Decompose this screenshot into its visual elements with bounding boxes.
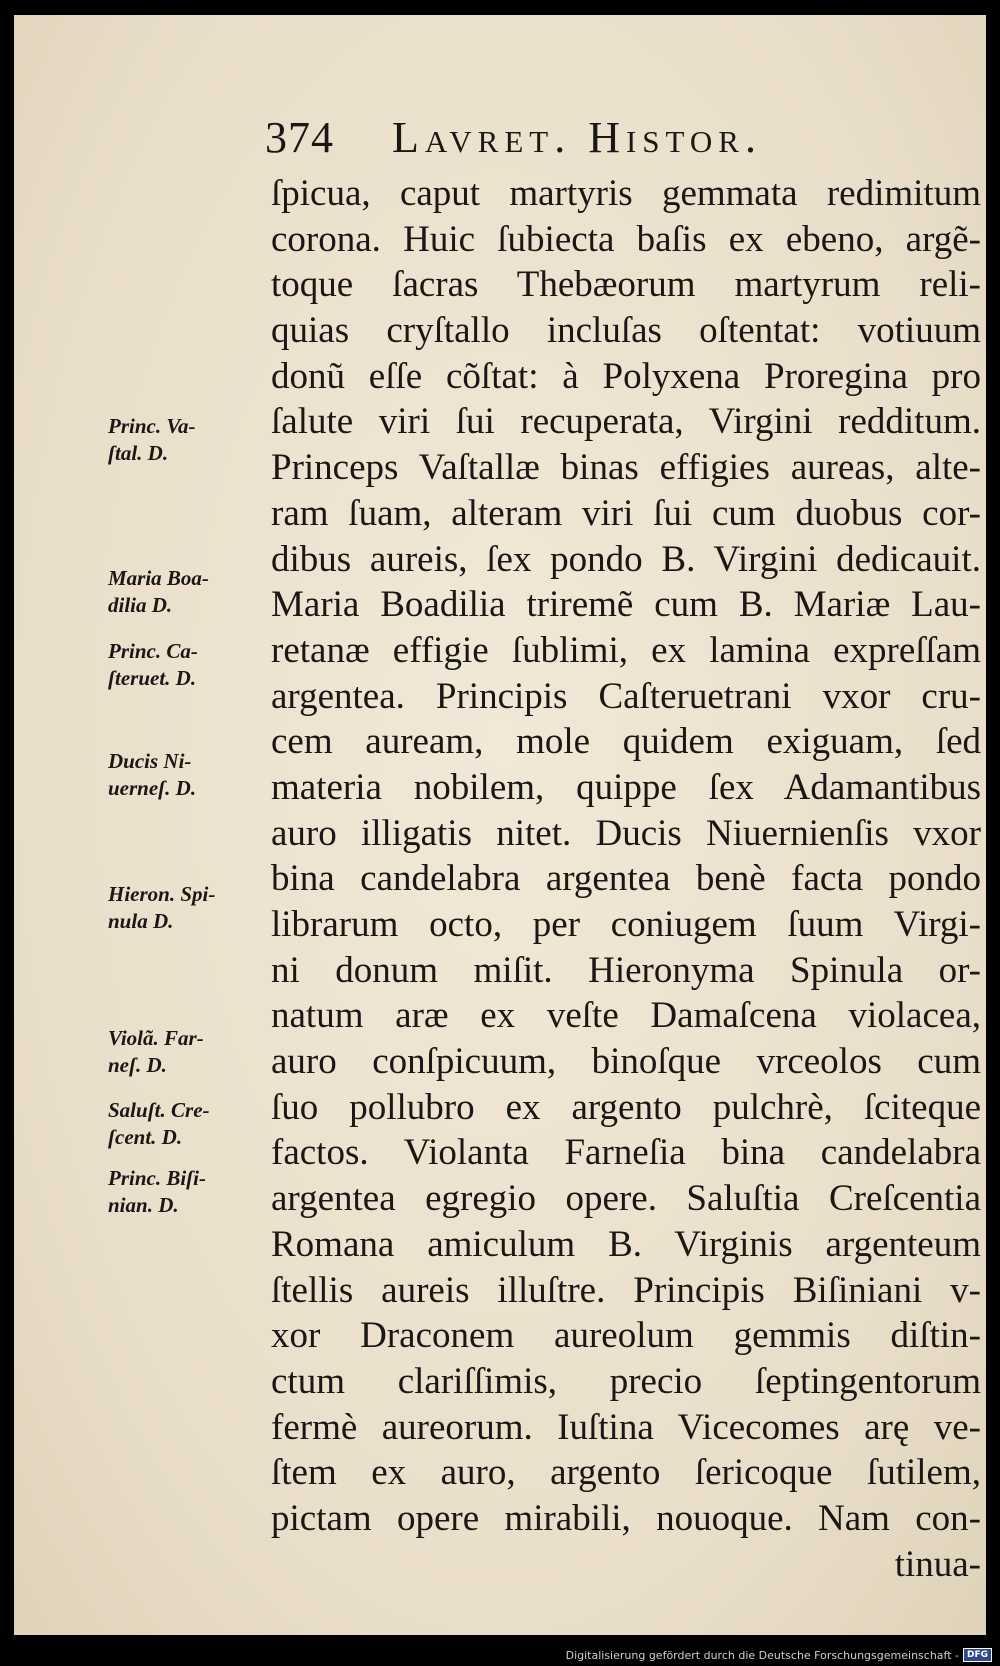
text-line: pictam opere mirabili, nouoque. Nam con- bbox=[271, 1497, 981, 1539]
catchword: tinua- bbox=[894, 1543, 981, 1585]
text-line: cem auream, mole quidem exiguam, ſed bbox=[271, 721, 981, 763]
text-line: argentea egregio opere. Saluſtia Creſcentia bbox=[271, 1178, 981, 1220]
text-line: argentea. Principis Caſteruetrani vxor cru- bbox=[271, 675, 981, 717]
margin-note: Princ. Ca- ſteruet. D. bbox=[108, 639, 198, 690]
text-line: fermè aureorum. Iuſtina Vicecomes arę ve- bbox=[271, 1406, 981, 1448]
text-line: donũ eſſe cõſtat: à Polyxena Proregina pro bbox=[271, 355, 981, 397]
text-line: Maria Boadilia triremẽ cum B. Mariæ Lau- bbox=[271, 584, 981, 626]
running-title: Lavret. Histor. bbox=[392, 113, 762, 162]
text-line: ni donum miſit. Hieronyma Spinula or- bbox=[271, 949, 981, 991]
text-line: corona. Huic ſubiecta baſis ex ebeno, argẽ- bbox=[271, 218, 981, 260]
text-line: ſtellis aureis illuſtre. Principis Biſiniani v- bbox=[271, 1269, 981, 1311]
margin-note: Maria Boa- dilia D. bbox=[108, 566, 209, 617]
text-line: retanæ effigie ſublimi, ex lamina expreſſam bbox=[271, 629, 981, 671]
book-page bbox=[14, 15, 986, 1635]
text-line: dibus aureis, ſex pondo B. Virgini dedicauit. bbox=[271, 538, 981, 580]
text-line: auro conſpicuum, binoſque vrceolos cum bbox=[271, 1041, 981, 1083]
margin-note: Saluſt. Cre- ſcent. D. bbox=[108, 1098, 210, 1149]
margin-note: Ducis Ni- uerneſ. D. bbox=[108, 749, 197, 800]
text-line: factos. Violanta Farneſia bina candelabra bbox=[271, 1132, 981, 1174]
text-line: xor Draconem aureolum gemmis diſtin- bbox=[271, 1315, 981, 1357]
text-line: materia nobilem, quippe ſex Adamantibus bbox=[271, 766, 981, 808]
text-line: ſalute viri ſui recuperata, Virgini redditum. bbox=[271, 401, 981, 443]
footer-credit bbox=[566, 1648, 992, 1662]
margin-note: Princ. Biſi- nian. D. bbox=[108, 1166, 206, 1217]
margin-note: Princ. Va- ſtal. D. bbox=[108, 414, 196, 465]
margin-notes bbox=[108, 15, 278, 1635]
text-line: ram ſuam, alteram viri ſui cum duobus cor- bbox=[271, 492, 981, 534]
margin-note: Violã. Far- neſ. D. bbox=[108, 1026, 204, 1077]
text-line: ſuo pollubro ex argento pulchrè, ſciteque bbox=[271, 1086, 981, 1128]
text-line: ctum clariſſimis, precio ſeptingentorum bbox=[271, 1360, 981, 1402]
text-line: quias cryſtallo incluſas oſtentat: votiuum bbox=[271, 310, 981, 352]
text-line: librarum octo, per coniugem ſuum Virgi- bbox=[271, 904, 981, 945]
footer-text: Digitalisierung gefördert durch die Deutsche Forschungsgemeinschaft - bbox=[565, 1648, 959, 1662]
text-line: Romana amiculum B. Virginis argenteum bbox=[271, 1223, 981, 1265]
margin-note: Hieron. Spi- nula D. bbox=[108, 882, 216, 933]
text-line: bina candelabra argentea benè facta pondo bbox=[271, 858, 981, 900]
page-number: 374 bbox=[265, 113, 334, 162]
text-line: toque ſacras Thebæorum martyrum reli- bbox=[271, 264, 981, 306]
text-line: Princeps Vaſtallæ binas effigies aureas, alte- bbox=[271, 447, 981, 489]
text-line: natum aræ ex veſte Damaſcena violacea, bbox=[271, 995, 981, 1037]
text-line: auro illigatis nitet. Ducis Niuernienſis vxor bbox=[271, 812, 981, 854]
page-header bbox=[265, 112, 965, 172]
body-text bbox=[271, 171, 981, 1587]
dfg-logo-icon: DFG bbox=[963, 1648, 992, 1662]
text-line: ſtem ex auro, argento ſericoque ſutilem, bbox=[271, 1452, 981, 1494]
text-line: ſpicua, caput martyris gemmata redimitum bbox=[271, 173, 981, 214]
